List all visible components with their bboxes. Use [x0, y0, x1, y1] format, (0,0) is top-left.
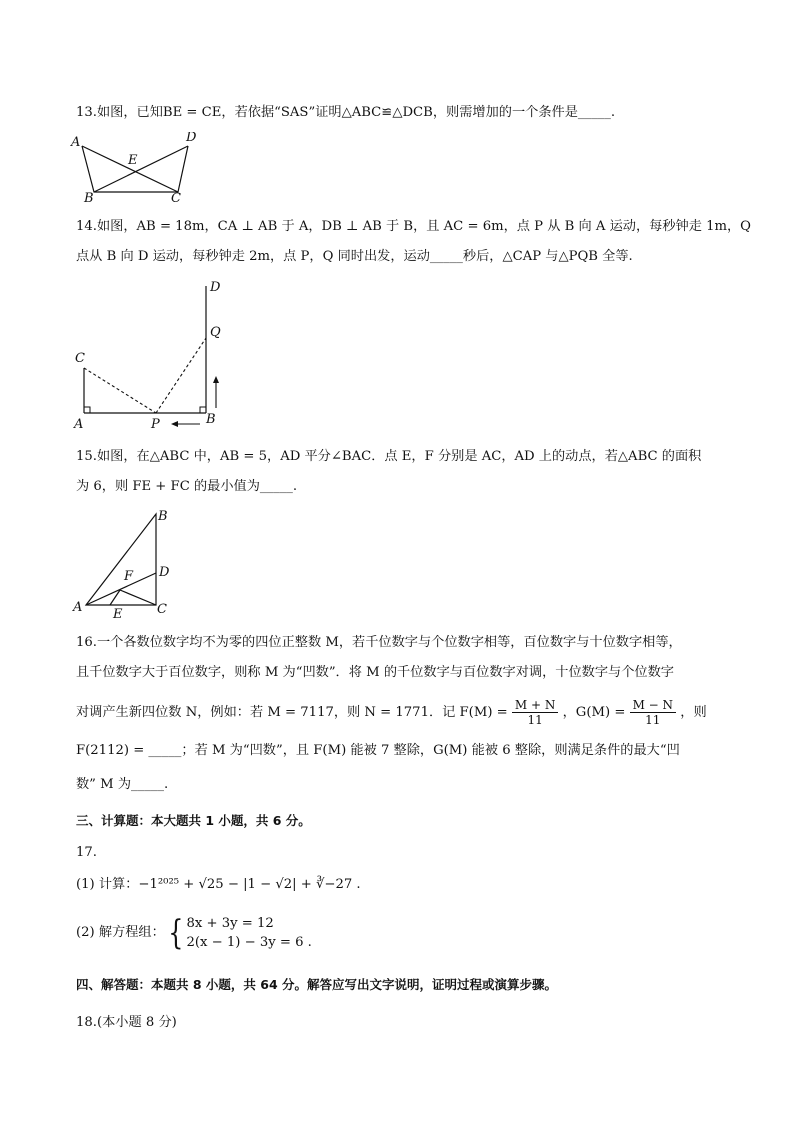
q17-part2-label: (2) 解方程组： [76, 925, 165, 940]
q13-label-d: D [186, 132, 197, 145]
q14-line1: 14.如图，AB = 18m，CA ⊥ AB 于 A，DB ⊥ AB 于 B，且 AC = 6m，点 P 从 B 向 A 运动，每秒钟走 1m，Q [76, 219, 751, 234]
q18-heading: 18.(本小题 8 分) [76, 1015, 177, 1030]
q13-figure [70, 132, 200, 204]
q17-part1: (1) 计算：−1²⁰²⁵ + √25 − |1 − √2| + ∛−27 . [76, 877, 361, 892]
q16-line3 [76, 698, 707, 727]
equation-1: 8x + 3y = 12 [186, 916, 274, 931]
q15-line1: 15.如图，在△ABC 中，AB = 5，AD 平分∠BAC．点 E，F 分别是 AC，AD 上的动点，若△ABC 的面积 [76, 449, 702, 464]
q16-line3-b: ，G(M) = [562, 705, 626, 720]
q16-frac2-numerator: M − N [630, 698, 676, 713]
q16-line3-c: ，则 [680, 705, 707, 720]
q13-label-a: A [71, 135, 81, 150]
q15-label-f: F [124, 569, 134, 584]
q14-label-d: D [210, 280, 221, 295]
q16-frac2-denominator: 11 [645, 713, 661, 727]
q14-label-c: C [75, 351, 85, 366]
q16-line4: F(2112) = _____；若 M 为“凹数”，且 F(M) 能被 7 整除，G(M) 能被 6 整除，则满足条件的最大“凹 [76, 743, 680, 758]
q17-number: 17. [76, 845, 97, 860]
q16-line2: 且千位数字大于百位数字，则称 M 为“凹数”．将 M 的千位数字与百位数字对调，十位数字与个位数字 [76, 665, 674, 680]
section4-heading: 四、解答题：本题共 8 小题，共 64 分。解答应写出文字说明，证明过程或演算步骤。 [76, 977, 558, 992]
q15-label-e: E [113, 607, 123, 622]
section3-heading: 三、计算题：本大题共 1 小题，共 6 分。 [76, 813, 311, 828]
q17-part2 [76, 914, 312, 952]
q14-label-a: A [74, 417, 84, 432]
q14-line2: 点从 B 向 D 运动，每秒钟走 2m，点 P，Q 同时出发，运动_____秒后，△CAP 与△PQB 全等. [76, 249, 633, 264]
q14-figure [70, 276, 230, 432]
q13-label-b: B [84, 191, 94, 204]
q16-line1: 16.一个各数位数字均不为零的四位正整数 M，若千位数字与个位数字相等，百位数字与十位数字相等， [76, 635, 682, 650]
q15-figure [70, 506, 180, 622]
left-brace-icon: { [168, 913, 184, 953]
equation-2: 2(x − 1) − 3y = 6 . [186, 935, 312, 950]
q14-label-p: P [151, 417, 160, 432]
q13-label-e: E [128, 153, 138, 168]
q14-label-q: Q [210, 325, 221, 340]
q16-line3-a: 对调产生新四位数 N，例如：若 M = 7117，则 N = 1771．记 F(M) = [76, 705, 508, 720]
q15-label-b: B [158, 509, 168, 524]
q14-label-b: B [206, 412, 216, 427]
q15-label-c: C [157, 602, 167, 617]
q15-label-a: A [73, 600, 83, 615]
q15-line2: 为 6，则 FE + FC 的最小值为_____. [76, 479, 298, 494]
q16-fraction-f [512, 698, 558, 727]
q16-fraction-g [630, 698, 676, 727]
q13-label-c: C [171, 191, 181, 204]
q16-line5: 数” M 为_____. [76, 777, 169, 792]
q15-label-d: D [159, 565, 170, 580]
q16-frac1-numerator: M + N [512, 698, 558, 713]
q13-text: 13.如图，已知BE = CE，若依据“SAS”证明△ABC≌△DCB，则需增加的一个条件是_____. [76, 105, 616, 120]
equation-system [186, 914, 311, 952]
q16-frac1-denominator: 11 [527, 713, 543, 727]
